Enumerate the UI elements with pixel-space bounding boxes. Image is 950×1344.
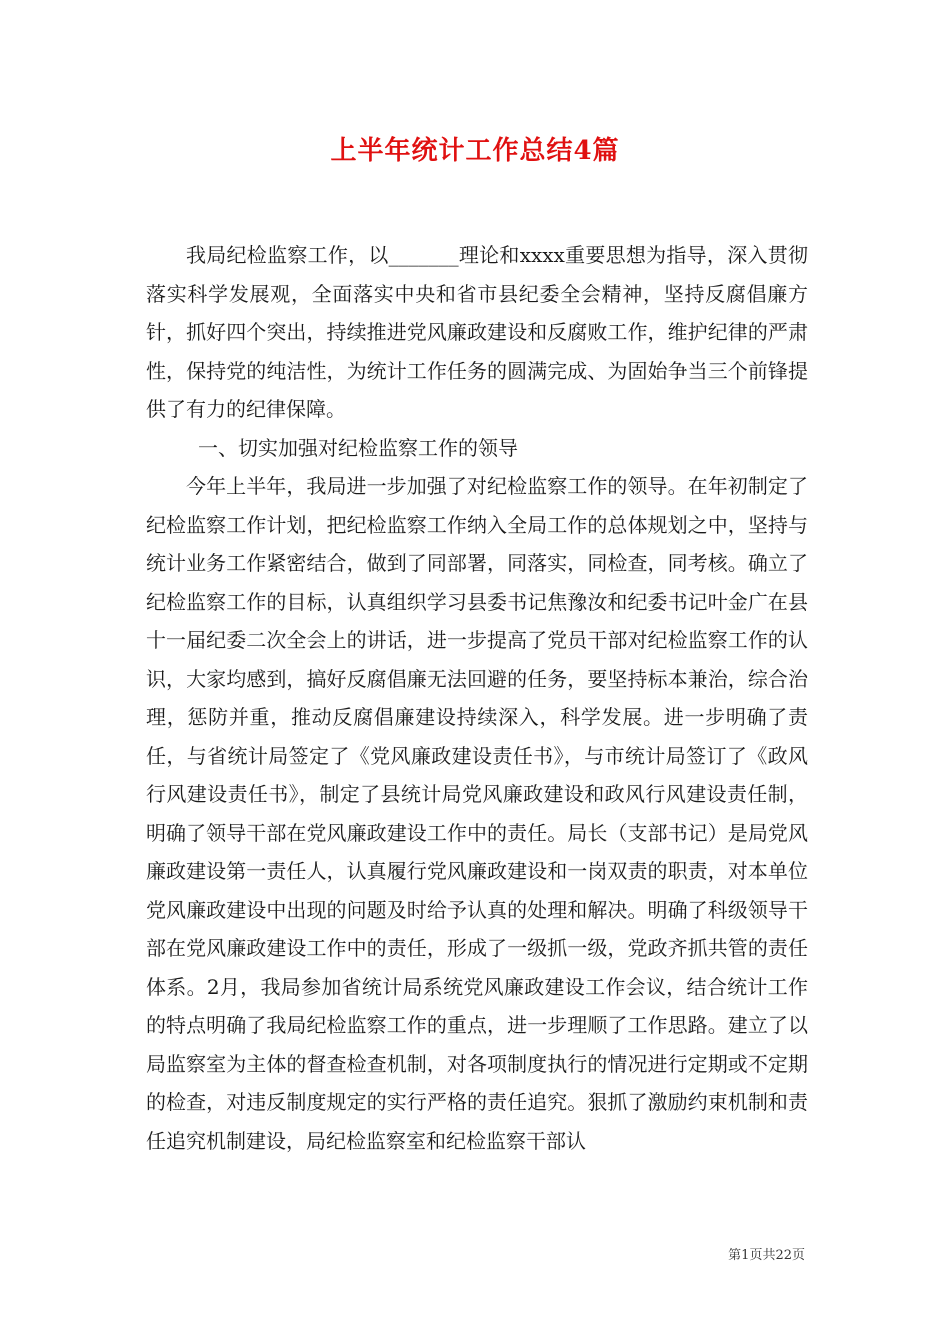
page-number: 第1页共22页 <box>728 1248 805 1263</box>
paragraph-intro: 我局纪检监察工作，以_______理论和xxxx重要思想为指导，深入贯彻落实科学发展观，全面落实中央和省市县纪委全会精神，坚持反腐倡廉方针，抓好四个突出，持续推进党风廉政建设和反腐败工作，维护纪律的严肃性，保持党的纯洁性，为统计工作任务的圆满完成、为固始争当三个前锋提供了有力的纪律保障。 <box>146 243 808 421</box>
document-title: 上半年统计工作总结4篇 <box>330 136 620 166</box>
section-heading-1: 一、切实加强对纪检监察工作的领导 <box>198 435 518 460</box>
document-body <box>146 236 808 1160</box>
paragraph-section-1: 今年上半年，我局进一步加强了对纪检监察工作的领导。在年初制定了纪检监察工作计划，把纪检监察工作纳入全局工作的总体规划之中，坚持与统计业务工作紧密结合，做到了同部署，同落实，同检查，同考核。确立了纪检监察工作的目标，认真组织学习县委书记焦豫汝和纪委书记叶金广在县十一届纪委二次全会上的讲话，进一步提高了党员干部对纪检监察工作的认识，大家均感到，搞好反腐倡廉无法回避的任务，要坚持标本兼治，综合治理，惩防并重，推动反腐倡廉建设持续深入，科学发展。进一步明确了责任，与省统计局签定了《党风廉政建设责任书》，与市统计局签订了《政风行风建设责任书》，制定了县统计局党风廉政建设和政风行风建设责任制，明确了领导干部在党风廉政建设工作中的责任。局长（支部书记）是局党风廉政建设第一责任人，认真履行党风廉政建设和一岗双责的职责，对本单位党风廉政建设中出现的问题及时给予认真的处理和解决。明确了科级领导干部在党风廉政建设工作中的责任，形成了一级抓一级，党政齐抓共管的责任体系。2月，我局参加省统计局系统党风廉政建设工作会议，结合统计工作的特点明确了我局纪检监察工作的重点，进一步理顺了工作思路。建立了以局监察室为主体的督查检查机制，对各项制度执行的情况进行定期或不定期的检查，对违反制度规定的实行严格的责任追究。狠抓了激励约束机制和责任追究机制建设，局纪检监察室和纪检监察干部认 <box>146 474 808 1153</box>
